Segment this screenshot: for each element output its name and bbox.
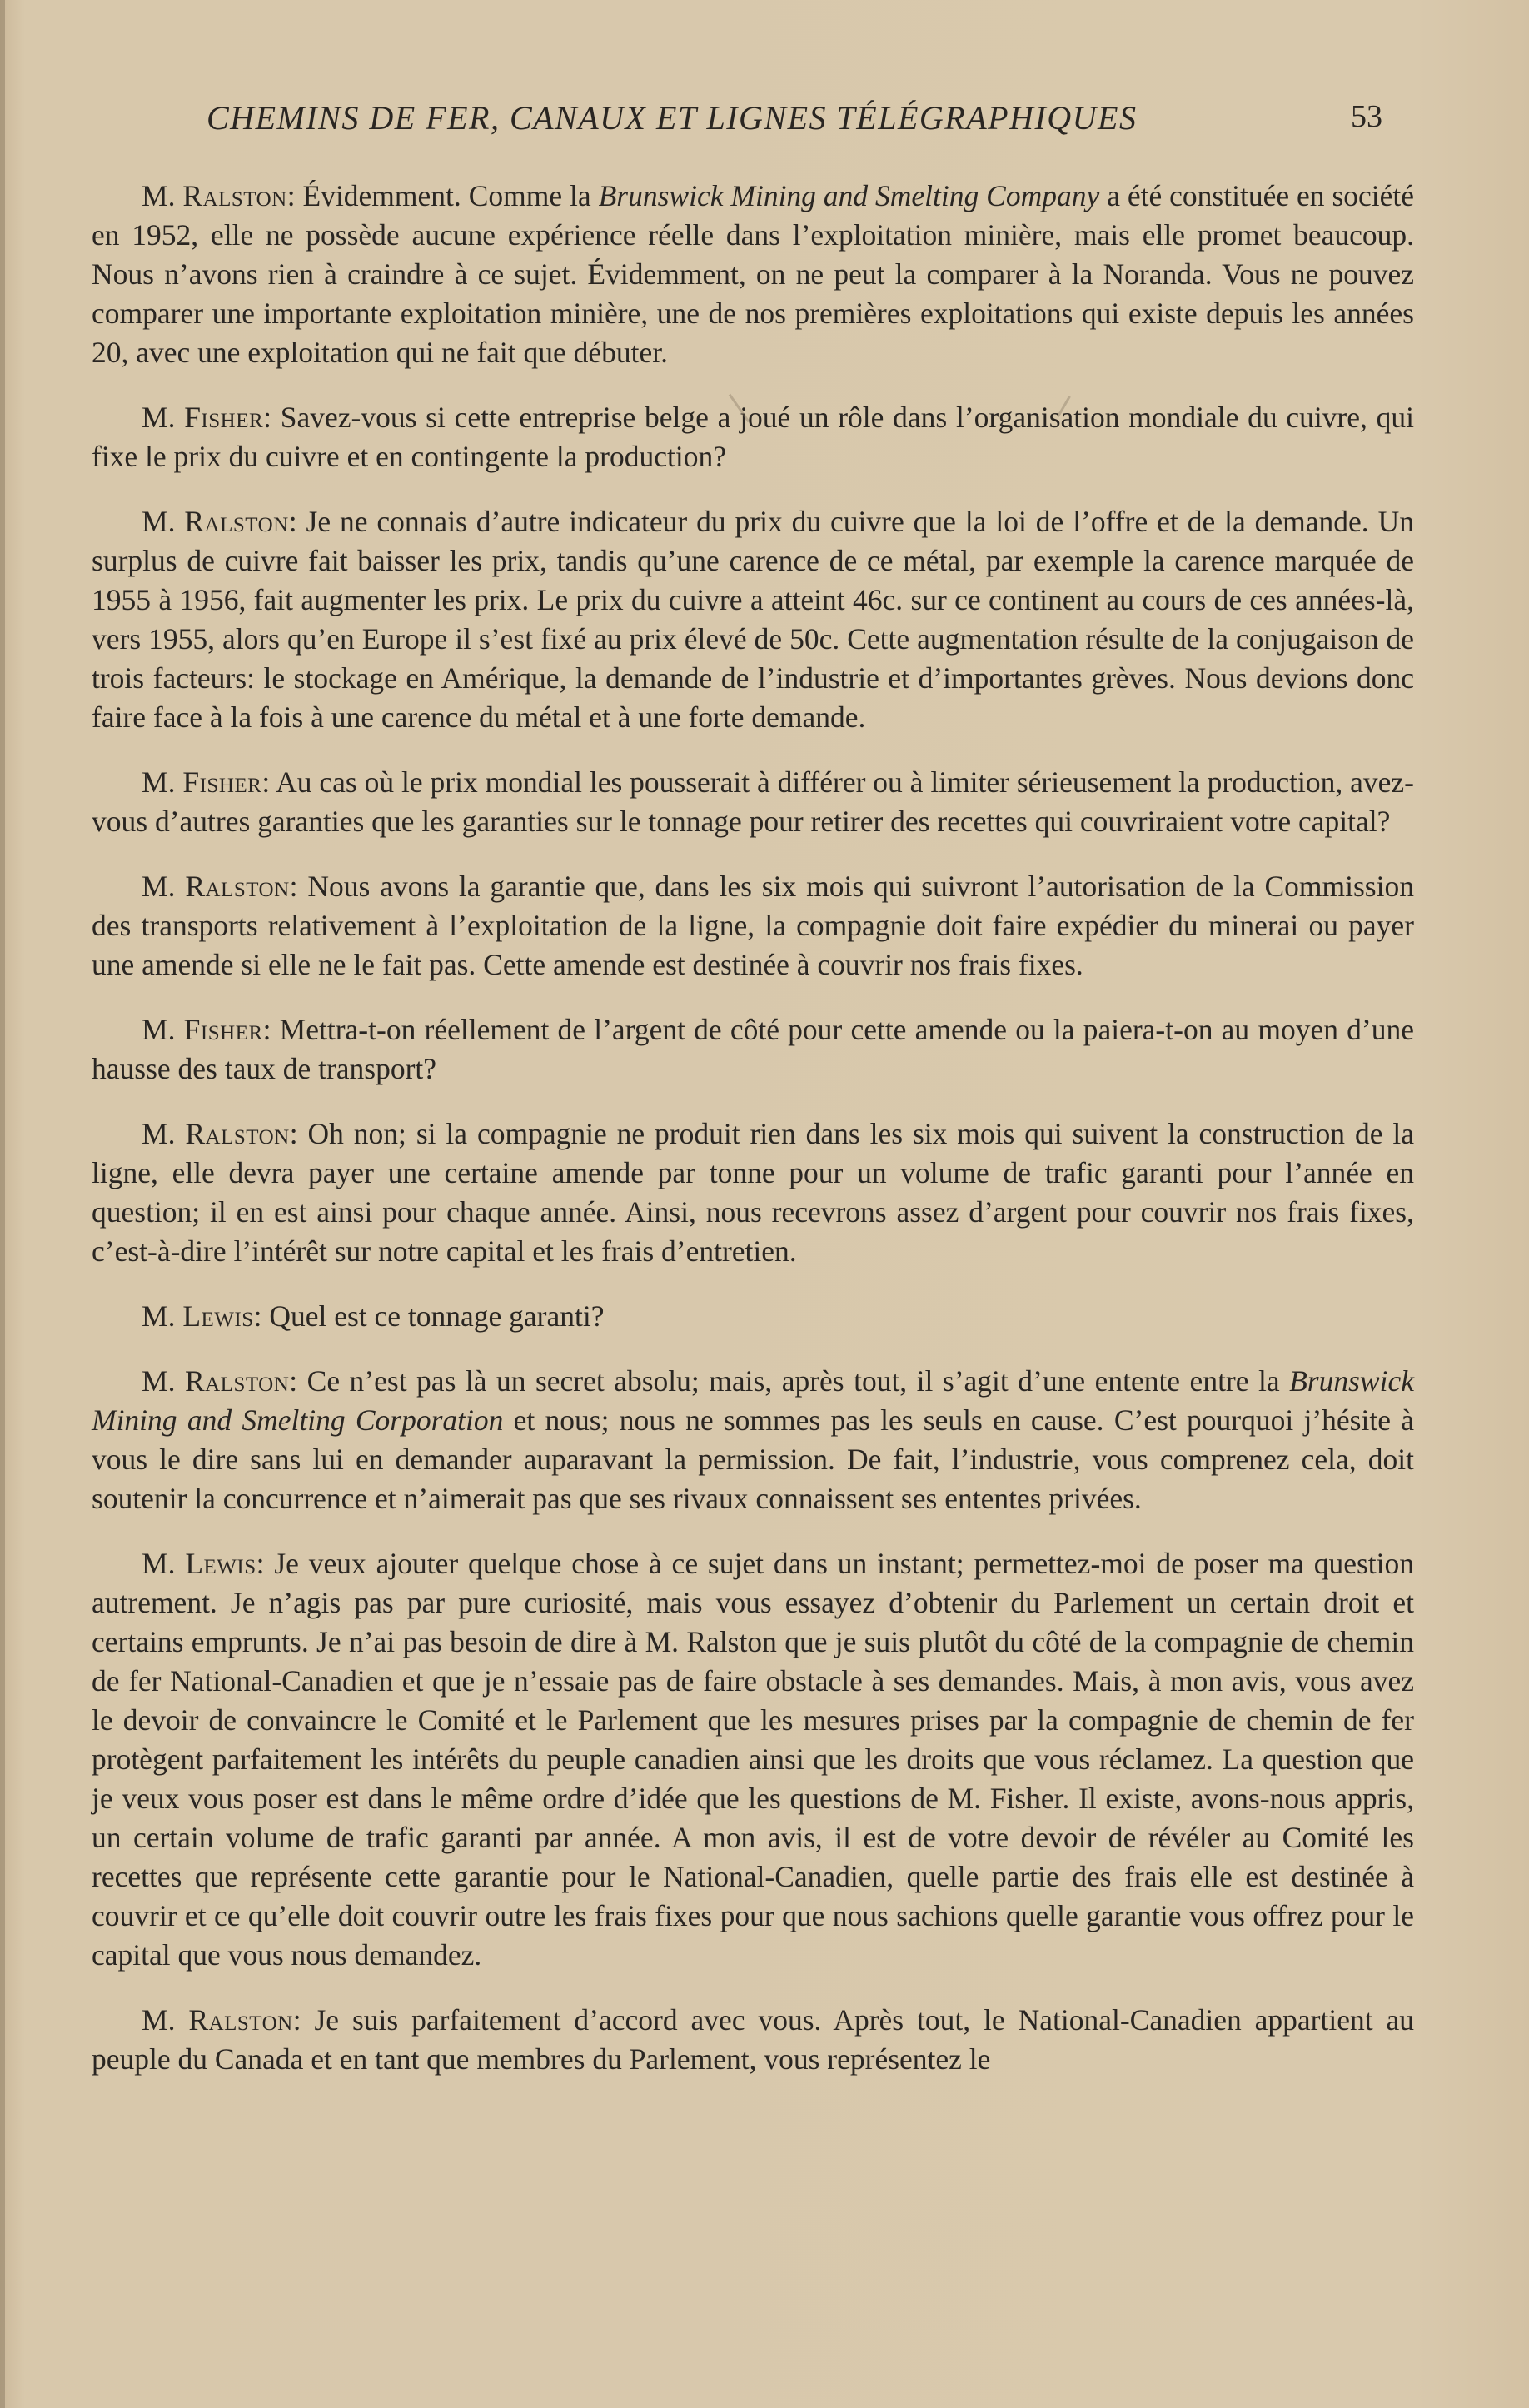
- speaker-prefix: M.: [142, 1299, 183, 1333]
- paragraph: [92, 763, 1414, 841]
- paragraph: [92, 177, 1414, 372]
- paragraph-text: : Je veux ajouter quelque chose à ce sujet dans un instant; permettez-moi de poser ma question autrement. Je n’agis pas par pure curiosité, mais vous essayez d’obtenir du Parlement un certain droit et certains emprunts. Je n’ai pas besoin de dire à M. Ralston que je suis plutôt du côté de la compagnie de chemin de fer National-Canadien et que je n’essaie pas de faire obstacle à ses demandes. Mais, à mon avis, vous avez le devoir de convaincre le Comité et le Parlement que les mesures prises par la compagnie de chemin de fer protègent parfaitement les intérêts du peuple canadien ainsi que les droits que vous réclamez. La question que je veux vous poser est dans le même ordre d’idée que les questions de M. Fisher. Il existe, avons-nous appris, un certain volume de trafic garanti par année. A mon avis, il est de votre devoir de révéler au Comité les recettes que représente cette garantie pour le National-Canadien, quelle partie des frais elle est destinée à couvrir et ce qu’elle doit couvrir outre les frais fixes pour que nous sachions quelle garantie vous offrez pour le capital que vous nous demandez.: [92, 1547, 1414, 1972]
- speaker-name: Ralston: [184, 1364, 290, 1398]
- speaker-prefix: M.: [142, 1364, 185, 1398]
- speaker-prefix: M.: [142, 401, 185, 434]
- speaker-prefix: M.: [142, 179, 183, 212]
- paragraph-text: a été constituée en société en 1952, elle ne possède aucune expérience réelle dans l’exploitation minière, mais elle promet beaucoup. Nous n’avons rien à craindre à ce sujet. Évidemment, on ne peut la comparer à la Noranda. Vous ne pouvez comparer une importante exploitation minière, une de nos premières exploitations qui existe depuis les années 20, avec une exploitation qui ne fait que débuter.: [92, 179, 1415, 369]
- speaker-name: Lewis: [185, 1547, 256, 1580]
- paragraph: [92, 1544, 1414, 1975]
- paragraph-text: : Je ne connais d’autre indicateur du prix du cuivre que la loi de l’offre et de la demande. Un surplus de cuivre fait baisser les prix, tandis qu’une carence de ce métal, par exemple la carence marquée de 1955 à 1956, fait augmenter les prix. Le prix du cuivre a atteint 46c. sur ce continent au cours de ces années-là, vers 1955, alors qu’en Europe il s’est fixé au prix élevé de 50c. Cette augmentation résulte de la conjugaison de trois facteurs: le stockage en Amérique, la demande de l’industrie et d’importantes grèves. Nous devions donc faire face à la fois à une carence du métal et à une forte demande.: [92, 505, 1414, 734]
- paragraph: [92, 2001, 1414, 2079]
- page-header: [0, 98, 1529, 148]
- paragraph-text: : Évidemment. Comme la: [286, 179, 599, 212]
- speaker-name: Fisher: [183, 1013, 263, 1046]
- paragraph-text: : Je suis parfaitement d’accord avec vous. Après tout, le National-Canadien appartient au peuple du Canada et en tant que membres du Parlement, vous représentez le: [92, 2003, 1414, 2076]
- paragraph: [92, 1297, 1414, 1336]
- speaker-name: Fisher: [182, 765, 262, 799]
- paragraph-text: : Nous avons la garantie que, dans les six mois qui suivront l’autorisation de la Commission des transports relativement à l’exploitation de la ligne, la compagnie doit faire expédier du minerai ou payer une amende si elle ne le fait pas. Cette amende est destinée à couvrir nos frais fixes.: [92, 870, 1414, 981]
- speaker-prefix: M.: [142, 1117, 186, 1150]
- speaker-name: Ralston: [188, 2003, 293, 2037]
- italic-text: Brunswick Mining and Smelting Company: [598, 179, 1100, 212]
- speaker-prefix: M.: [142, 505, 185, 538]
- speaker-name: Ralston: [184, 505, 289, 538]
- paragraph: [92, 1010, 1414, 1089]
- speaker-name: Fisher: [184, 401, 264, 434]
- paragraph: [92, 1114, 1414, 1271]
- speaker-prefix: M.: [142, 870, 186, 903]
- speaker-prefix: M.: [142, 1547, 186, 1580]
- paragraph-text: : Savez-vous si cette entreprise belge a joué un rôle dans l’organisation mondiale du cuivre, qui fixe le prix du cuivre et en contingente la production?: [92, 401, 1414, 473]
- speaker-name: Ralston: [182, 179, 287, 212]
- paragraph-text: : Quel est ce tonnage garanti?: [253, 1299, 605, 1333]
- paragraph-text: et nous; nous ne sommes pas les seuls en cause. C’est pourquoi j’hésite à vous le dire sans lui en demander auparavant la permission. De fait, l’industrie, vous comprenez cela, doit soutenir la concurrence et n’aimerait pas que ses rivaux connaissent ses ententes privées.: [92, 1403, 1414, 1515]
- paragraph-text: : Oh non; si la compagnie ne produit rien dans les six mois qui suivent la construction de la ligne, elle devra payer une certaine amende par tonne pour un volume de trafic garanti pour l’année en question; il en est ainsi pour chaque année. Ainsi, nous recevrons assez d’argent pour couvrir nos frais fixes, c’est-à-dire l’intérêt sur notre capital et les frais d’entretien.: [92, 1117, 1414, 1268]
- paragraph: [92, 1362, 1414, 1518]
- italic-text: Brunswick Mining and Smelting Corporation: [92, 1364, 1414, 1437]
- speaker-name: Ralston: [185, 1117, 290, 1150]
- paragraph: [92, 502, 1414, 737]
- speaker-prefix: M.: [142, 1013, 184, 1046]
- running-title: CHEMINS DE FER, CANAUX ET LIGNES TÉLÉGRAPHIQUES: [207, 99, 1138, 137]
- paragraph-text: : Ce n’est pas là un secret absolu; mais, après tout, il s’agit d’une entente entre la: [289, 1364, 1290, 1398]
- speaker-prefix: M.: [142, 765, 183, 799]
- paragraph: [92, 867, 1414, 985]
- document-body: [92, 177, 1414, 2105]
- paragraph-text: : Au cas où le prix mondial les pousserait à différer ou à limiter sérieusement la production, avez-vous d’autres garanties que les garanties sur le tonnage pour retirer des recettes qui couvriraient votre capital?: [92, 765, 1414, 838]
- page-edge-shadow: [0, 0, 5, 2408]
- paragraph: [92, 398, 1414, 476]
- page-number: 53: [1351, 99, 1382, 134]
- paragraph-text: : Mettra-t-on réellement de l’argent de côté pour cette amende ou la paiera-t-on au moyen d’une hausse des taux de transport?: [92, 1013, 1414, 1085]
- speaker-prefix: M.: [142, 2003, 189, 2037]
- speaker-name: Ralston: [185, 870, 290, 903]
- speaker-name: Lewis: [182, 1299, 254, 1333]
